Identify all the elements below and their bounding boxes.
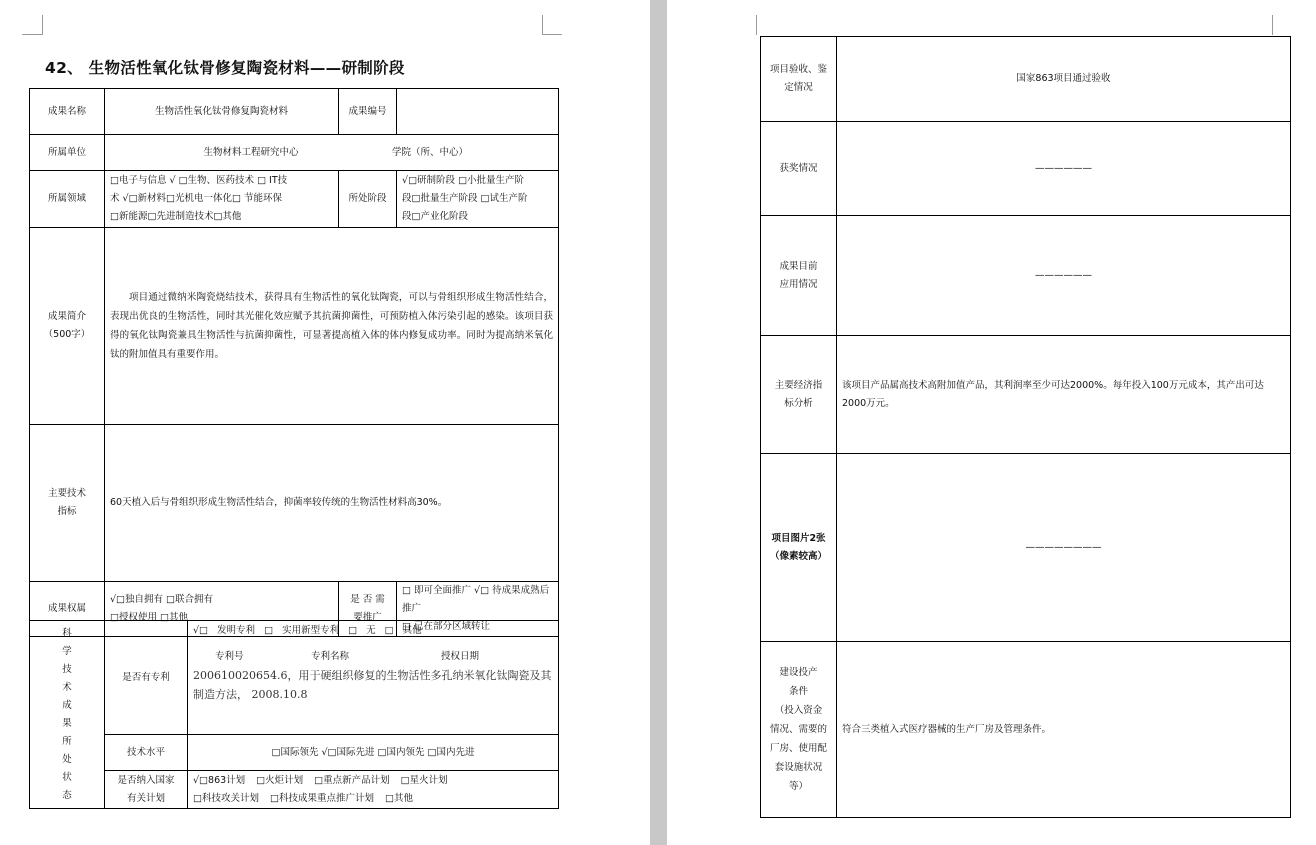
crop-mark [1272,15,1274,35]
crop-mark [41,15,43,35]
tech-text: 60天植入后与骨组织形成生物活性结合，抑菌率较传统的生物活性材料高30%。 [105,425,559,582]
crop-mark [755,15,757,35]
project-info-table [760,36,1291,818]
images-label-line-1: 项目图片2张 [771,532,826,544]
economy-label-line-1: 主要经济指 [774,379,823,391]
status-char: 态 [62,789,72,801]
field-options [105,171,339,228]
production-label-line: 情况、需要的 [769,724,827,735]
production-label-line: （投入资金 [774,705,823,716]
stage-line-1: √□研制阶段 □小批量生产阶 [402,175,525,186]
application-value: —————— [837,216,1291,336]
patent-detail: 200610020654.6，用于硬组织修复的生物活性多孔纳米氧化钛陶瓷及其制造方法， 2008.10.8 [193,669,552,701]
plan-label-line-1: 是否纳入国家 [117,774,175,786]
document-page-left [0,0,650,845]
application-label [761,216,837,336]
economy-label [761,336,837,454]
ownership-line-2: □授权使用 □其他 [110,612,188,623]
intro-text: 项目通过微纳米陶瓷烧结技术，获得具有生物活性的氧化钛陶瓷，可以与骨组织形成生物活性结合，表现出优良的生物活性，同时其光催化效应赋予其抗菌抑菌性，可预防植入体污染引起的感染。该项目获得的氧化钛陶瓷兼具生物活性与抗菌抑菌性，可显著提高植入体的体内修复成功率。同时为提高纳米氧化钛的附加值具有重要作用。 [110,292,554,360]
stage-line-3: 段□产业化阶段 [402,211,468,222]
result-name-value: 生物活性氧化钛骨修复陶瓷材料 [105,89,339,135]
images-value: ———————— [837,454,1291,642]
status-char: 学 [62,645,72,657]
status-char: 科 [62,627,72,639]
acceptance-label-line-2: 定情况 [784,82,813,93]
status-side-label [30,621,105,809]
result-name-label: 成果名称 [30,89,105,135]
status-char: 术 [62,681,72,693]
page-title: 42、 生物活性氧化钛骨修复陶瓷材料——研制阶段 [45,59,405,77]
plan-label-line-2: 有关计划 [126,792,165,804]
images-label-line-2: （像素较高） [769,550,827,562]
crop-mark [542,15,544,35]
production-label-line: 建设投产 [779,667,818,678]
unit-cell [105,135,559,171]
unit-value: 生物材料工程研究中心 [203,146,299,158]
status-char: 状 [62,771,72,783]
unit-suffix: 学院（所、中心） [392,146,469,158]
patent-col-no: 专利号 [215,651,244,662]
promotion-label-line-2: 要推广 [353,612,382,623]
tech-label-line-2: 指标 [57,506,77,517]
production-label-line: 厂房、使用配 [769,743,827,754]
plan-line-2: □科技攻关计划 □科技成果重点推广计划 □其他 [193,792,413,804]
production-label-line: 条件 [788,686,808,697]
plan-options [188,771,559,809]
production-label [761,642,837,818]
status-char: 技 [62,663,72,675]
plan-line-1: √□863计划 □火炬计划 □重点新产品计划 □星火计划 [193,774,448,786]
document-page-right [667,0,1316,845]
tech-label [30,425,105,582]
crop-mark [22,34,42,36]
award-label: 获奖情况 [761,122,837,216]
production-label-line: 等） [788,781,808,792]
field-line-2: 术 √□新材料□光机电一体化□ 节能环保 [110,193,283,204]
status-char: 成 [62,699,72,711]
application-label-line-2: 应用情况 [779,278,818,290]
tech-label-line-1: 主要技术 [47,488,86,499]
production-value: 符合三类植入式医疗器械的生产厂房及管理条件。 [837,642,1291,818]
ownership-label: 成果权属 [30,582,105,637]
page-gap [650,0,667,845]
intro-label-line-2: （500字） [43,329,91,340]
stage-line-2: 段□批量生产阶段 □试生产阶 [402,193,528,204]
patent-col-date: 授权日期 [441,651,480,662]
production-label-line: 套设施状况 [774,762,823,773]
field-line-3: □新能源□先进制造技术□其他 [110,211,242,222]
economy-value: 该项目产品属高技术高附加值产品，其利润率至少可达2000%。每年投入100万元成本，其产出可达2000万元。 [837,336,1291,454]
level-label: 技术水平 [105,735,188,771]
ownership-line-1: √□独自拥有 □联合拥有 [110,594,214,605]
intro-label-line-1: 成果简介 [47,311,86,322]
patent-options: √□ 发明专利 □ 实用新型专利 □ 无 □ 其他 [193,625,422,636]
unit-label: 所属单位 [30,135,105,171]
patent-cell [188,621,559,735]
plan-label [105,771,188,809]
acceptance-value: 国家863项目通过验收 [837,37,1291,122]
stage-options [397,171,559,228]
promotion-label-line-1: 是 否 需 [350,594,385,605]
promotion-line-2: □ 已在部分区域转让 [402,621,491,632]
field-line-1: □电子与信息 √ □生物、医药技术 □ IT技 [110,175,288,186]
result-code-value [397,89,559,135]
status-table [29,620,559,809]
field-label: 所属领域 [30,171,105,228]
level-options: □国际领先 √□国际先进 □国内领先 □国内先进 [188,735,559,771]
intro-cell [105,228,559,425]
application-label-line-1: 成果目前 [779,260,818,272]
crop-mark [542,34,562,36]
promotion-line-1: □ 即可全面推广 √□ 待成果成熟后推广 [402,585,550,614]
acceptance-label-line-1: 项目验收、鉴 [769,64,827,75]
status-char: 果 [62,717,72,729]
status-char: 处 [62,753,72,765]
status-char: 所 [62,735,72,747]
intro-label [30,228,105,425]
result-form-table [29,88,559,637]
award-value: —————— [837,122,1291,216]
stage-label: 所处阶段 [339,171,397,228]
economy-label-line-2: 标分析 [784,397,813,409]
patent-columns [193,648,553,666]
acceptance-label [761,37,837,122]
patent-col-name: 专利名称 [311,651,350,662]
images-label [761,454,837,642]
result-code-label: 成果编号 [339,89,397,135]
patent-label: 是否有专利 [105,621,188,735]
